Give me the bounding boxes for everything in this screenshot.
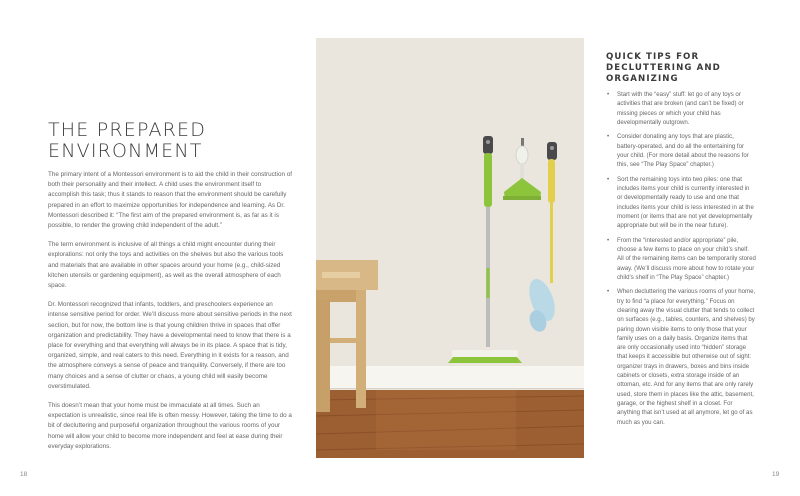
- tip-item: [606, 90, 756, 127]
- photo-illustration: [316, 38, 584, 458]
- tip-text: Sort the remaining toys into two piles: one that includes items your child is currently interested in or developmentally ready to use and one that includes items your child is less interested in at the moment (or items that are not yet developmentally appropriate but will be in the near future).: [617, 175, 754, 230]
- tip-item: [606, 287, 756, 426]
- tips-list: [606, 90, 756, 427]
- tips-title-line-3: ORGANIZING: [606, 74, 679, 84]
- photo-cleaning-tools: [316, 38, 584, 458]
- title-line-2: ENVIRONMENT: [48, 140, 203, 162]
- page-number-right: 19: [772, 471, 780, 478]
- tips-title-line-2: DECLUTTERING AND: [606, 63, 721, 73]
- tips-title: [606, 52, 756, 85]
- tip-text: Start with the “easy” stuff: let go of any toys or activities that are broken (and can’t be fixed) or missing pieces or which your child has developmentally outgrown.: [617, 91, 744, 126]
- body-paragraph-3: Dr. Montessori recognized that infants, toddlers, and preschoolers experience an intense sensitive period for order. We’ll discuss more about sensitive periods in the next section, but for now, the bottom line is that young children thrive in spaces that offer organization and predictability. They have a developmental need to know that there is a place for everything and that everything will always be in its place. A space that is tidy, organized, simple, and real caters to this need. Everything in it exists for a reason, and the atmosphere conveys a sense of peace and tranquility. Conversely, if there are too many choices and a sense of clutter or chaos, a young child will easily become overstimulated.: [48, 301, 292, 390]
- brush-hook: [547, 142, 557, 160]
- tip-item: [606, 132, 756, 169]
- body-paragraph-4: This doesn’t mean that your home must be immaculate at all times. Such an expectation is unrealistic, since real life is often messy. However, taking the time to do a bit of decluttering and purposeful organization throughout the various rooms of your home will allow your child to become more independent and feel at ease during their everyday explorations.: [48, 402, 292, 450]
- body-paragraph-2: The term environment is inclusive of all things a child might encounter during their explorations: not only the toys and activities on the shelves but also the various tools and materials that are available in other spaces around your home (e.g., child-sized kitchen utensils or gardening equipment), as well as the overall atmosphere of each space.: [48, 241, 284, 290]
- bullet-icon: •: [607, 175, 610, 183]
- tip-item: [606, 175, 756, 231]
- tip-text: From the “interested and/or appropriate” pile, choose a few items to place on your child’s shelf. All of the remaining items can be temporarily stored away. (We’ll discuss more about how to rotate your child’s shelf in “The Play Space” chapter.): [617, 236, 756, 281]
- page-number-left: 18: [20, 471, 28, 478]
- bullet-icon: •: [607, 236, 610, 244]
- tip-text: When decluttering the various rooms of your home, try to find “a place for everything.” Focus on clearing away the visual clutter that tends to collect on surfaces (e.g., tables, counters, and shelves) by paring down visible items to only those that your family uses on a daily basis. Organize items that are only occasionally used into “hidden” storage that keeps it accessible but otherwise out of sight: organizer trays in drawers, boxes and bins inside cabinets or closets, extra storage inside of an ottoman, etc. And for any items that are only rarely used, store them in places like the attic, basement, garage, or the highest shelf in a closet. For anything that isn’t used at all anymore, let go of as much as you can.: [617, 288, 756, 426]
- tips-title-line-1: QUICK TIPS FOR: [606, 52, 700, 62]
- left-page-text: [48, 120, 292, 461]
- bullet-icon: •: [607, 91, 610, 98]
- page-title: [48, 120, 292, 162]
- title-line-1: THE PREPARED: [48, 119, 207, 141]
- bullet-icon: •: [607, 288, 610, 296]
- tips-sidebar: [606, 52, 756, 432]
- mop-hook: [483, 136, 493, 154]
- bullet-icon: •: [607, 133, 610, 141]
- body-paragraph-1: The primary intent of a Montessori environment is to aid the child in their construction of both their personality and their intellect. A child uses the environment itself to accomplish this task; thus it stands to reason that the environment should be carefully prepared in an effort to maximize opportunities for independence and learning. As Dr. Montessori described it: “The first aim of the prepared environment is, as far as it is possible, to render the growing child independent of the adult.”: [48, 171, 292, 230]
- tip-item: [606, 236, 756, 282]
- tip-text: Consider donating any toys that are plastic, battery-operated, and do all the entertaining for your child. (For more detail about the reasons for this, see “The Play Space” chapter.): [617, 133, 749, 169]
